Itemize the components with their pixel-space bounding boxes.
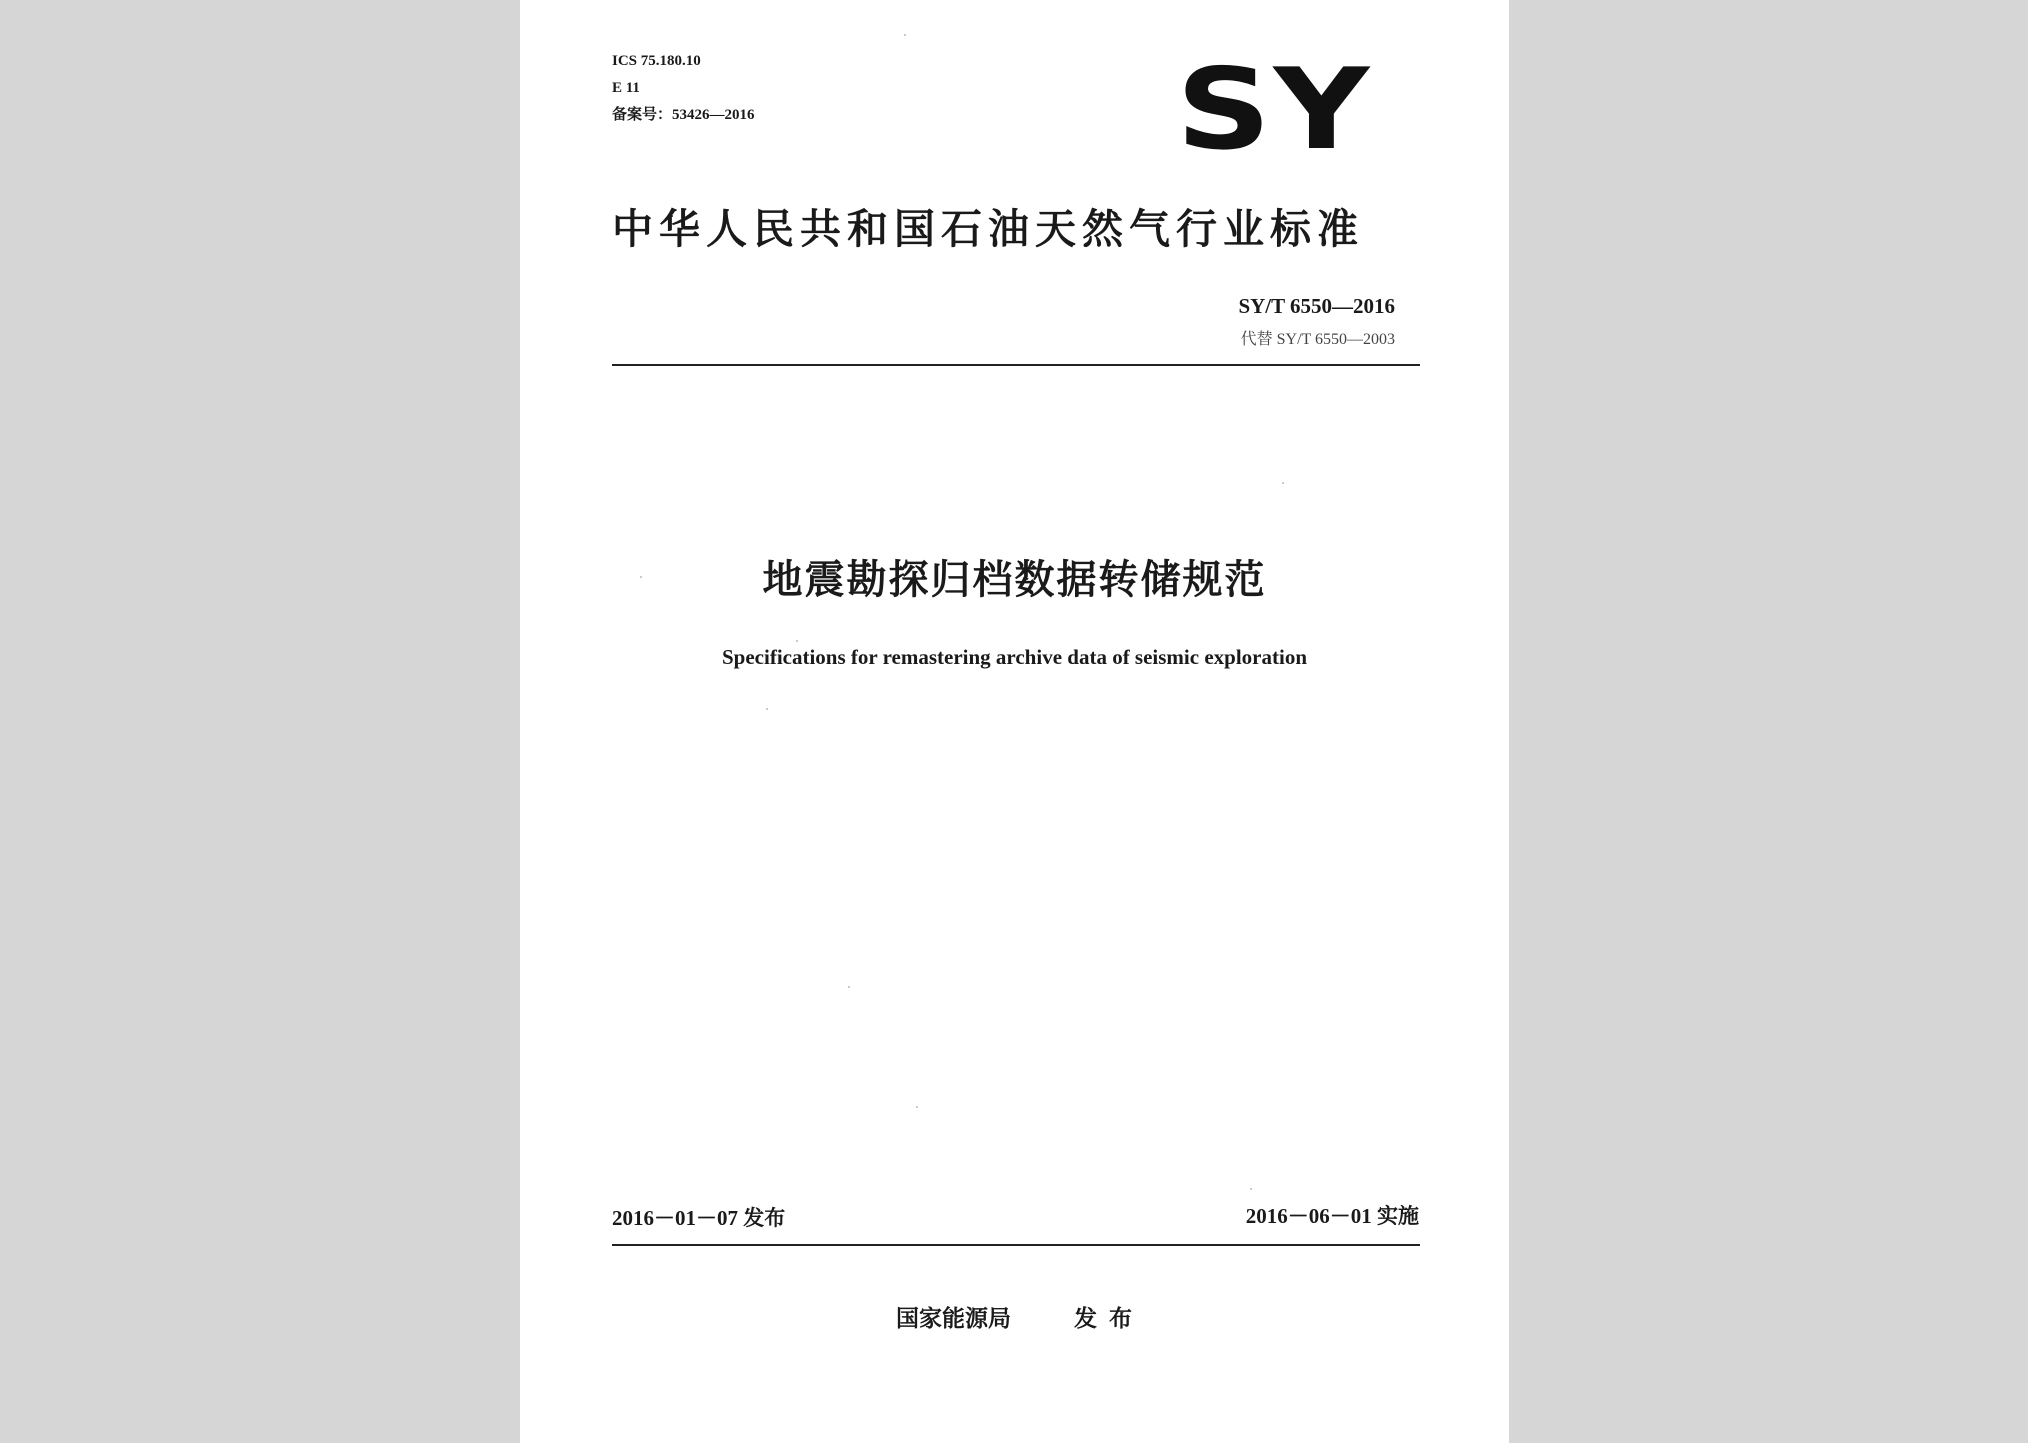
publish-label: 发布 [1074,1306,1144,1332]
publisher-name: 国家能源局 [896,1306,1011,1332]
document-title-en: Specifications for remastering archive data of seismic exploration [722,645,1307,669]
implementation-date: 2016－06－01 实施 [1245,1204,1419,1228]
scan-speck [796,640,798,642]
scan-speck [904,34,906,36]
scan-speck [766,708,768,710]
footer-divider [612,1244,1420,1246]
scan-speck [848,986,850,988]
scan-speck [916,1106,918,1108]
ics-code: ICS 75.180.10 [612,53,701,69]
classification-block [612,48,755,129]
ccs-code: E 11 [612,80,640,96]
standard-code: SY/T 6550—2016 [1238,294,1395,318]
industry-standard-title: 中华人民共和国石油天然气行业标准 [612,205,1364,253]
scan-speck [1250,1188,1252,1190]
header-divider [612,364,1420,366]
document-page [520,0,1509,1443]
document-title-zh: 地震勘探归档数据转储规范 [762,557,1267,603]
sy-logo: SY [1176,45,1372,175]
scan-speck [640,576,642,578]
issue-date: 2016－01－07 发布 [612,1206,786,1230]
replaces-standard: 代替 SY/T 6550—2003 [1240,331,1395,348]
scan-speck [1282,482,1284,484]
filing-number: 备案号：53426—2016 [612,107,755,123]
